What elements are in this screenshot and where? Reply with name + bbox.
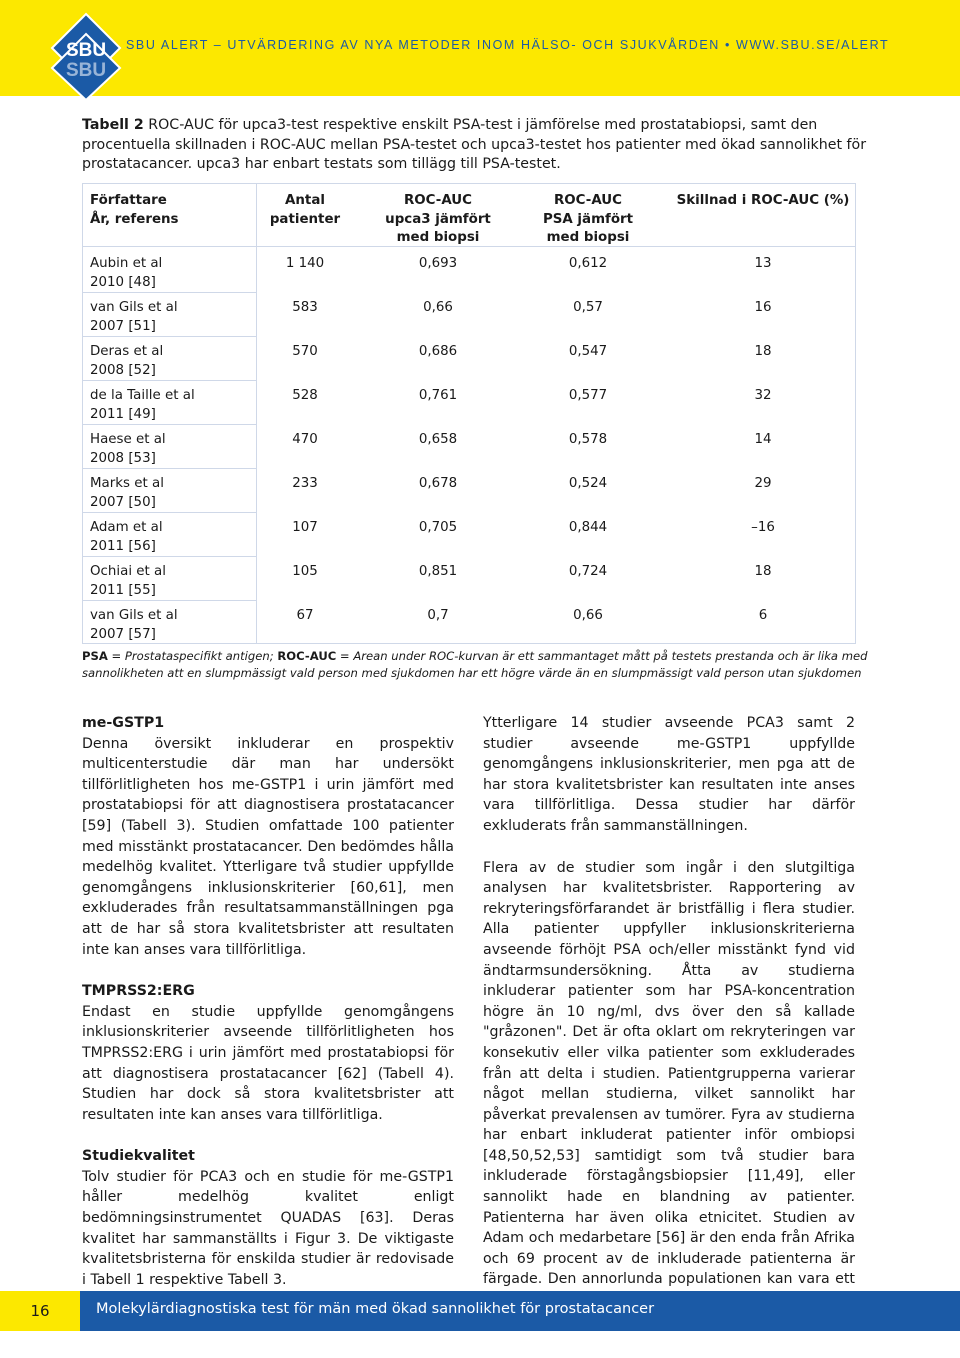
cell-author: van Gils et al 2007 [57] [90,608,178,642]
cell-diff: 29 [754,476,772,491]
left-column [82,713,454,1311]
cell-upca3: 0,66 [423,300,453,315]
row-divider [83,468,256,469]
right-paragraph-1: Ytterligare 14 studier avseende PCA3 samt 2 studier avseende me-GSTP1 uppfyllde genomgångens inklusionskriterier, men pga att de har stora kvalitetsbrister kan resultaten inte anses vara tillförlitliga. Dessa studier har därför exkluderats från sammanställningen. [483,715,855,834]
row-divider [83,600,256,601]
table-row [83,472,855,516]
row-divider [83,424,256,425]
caption-text: ROC-AUC för upca3-test respektive enskilt PSA-test i jämförelse med prostatabiopsi, samt den procentuella skillnaden i ROC-AUC mellan PSA-testet och upca3-testet hos patienter med ökad sannolikhet för prostatacancer. upca3 har enbart testats som tillägg till PSA-testet. [82,117,867,173]
row-divider [83,556,256,557]
cell-patients: 67 [296,608,314,623]
table-row [83,560,855,604]
footnote-psa-def: = Prostataspecifikt antigen; [107,649,278,663]
section-title-quality: Studiekvalitet [82,1148,195,1165]
page-footer [0,1291,960,1331]
footnote-roc-abbr: ROC-AUC [277,649,337,663]
table-row [83,428,855,472]
cell-diff: 18 [754,344,772,359]
section-title-me-gstp1: me-GSTP1 [82,715,165,731]
cell-patients: 583 [292,300,318,315]
page-number: 16 [0,1291,80,1331]
header-banner [0,0,960,96]
cell-patients: 470 [292,432,318,447]
cell-author: de la Taille et al 2011 [49] [90,388,195,422]
section-text-tmprss2: Endast en studie uppfyllde genomgångens inklusionskriterier avseende tillförlitligheten hos TMPRSS2:ERG i urin jämfört med prostatabiopsi för att diagnostisera prostatacancer [62] (Tabell 4). Studien har dock så stora kvalitetsbrister att resultaten inte kan anses vara tillförlitliga. [82,1003,454,1123]
table-row [83,340,855,384]
cell-upca3: 0,705 [418,520,458,535]
cell-author: Aubin et al 2010 [48] [90,256,163,290]
table-row [83,384,855,428]
footnote-roc-def: = Arean under ROC-kurvan är ett sammantaget mått på testets prestanda och är lika med sannolikheten att en slumpmässigt vald person med sjukdomen har ett högre värde än en slumpmässigt vald person utan sjukdomen [82,649,868,680]
header-author: Författare År, referens [90,193,179,227]
cell-diff: 16 [754,300,772,315]
cell-psa: 0,66 [573,608,603,623]
section-text-quality: Tolv studier för PCA3 och en studie för me-GSTP1 håller medelhög kvalitet enligt bedömningsinstrumentet QUADAS [63]. Deras kvalitet har sammanställts i Figur 3. De viktigaste kvalitetsbristerna för enskilda studier är redovisade i Tabell 1 respektive Tabell 3. [82,1168,454,1288]
right-paragraph-2: Flera av de studier som ingår i den slutgiltiga analysen har kvalitetsbrister. Rapportering av rekryteringsförfarandet är bristfällig i flera studier. Alla patienter uppfyller inklusionskriterierna avseende förhöjt PSA och/eller misstänkt fynd vid ändtarmsundersökning. Åtta av studierna inkluderar patienter som har PSA-koncentration högre än 10 ng/ml, dvs över den så kallade "gråzonen". Det är ofta oklart om rekryteringen var konsekutiv eller vilka patienter som exkluderades från att delta i studien. Patientgrupperna varierar något mellan studierna, vilket sannolikt har påverkat prevalensen av tumörer. Fyra av studierna har enbart inkluderat patienter inför ombiopsi [48,50,52,53] samtidigt som två studier bara inkluderade förstagångsbiopsier [11,49], eller sannolikt hade en blandning av patienter. Patienterna har även olika etnicitet. Studien av Adam och medarbetare [56] är den enda från Afrika och 69 procent av de inkluderade patienterna är färgade. Den annorlunda populationen kan vara ett [483,859,855,1288]
results-table [82,183,856,644]
header-patients: Antal patienter [269,193,341,227]
cell-upca3: 0,678 [418,476,458,491]
cell-author: van Gils et al 2007 [51] [90,300,178,334]
cell-diff: 6 [758,608,768,623]
cell-patients: 1 140 [285,256,325,271]
footnote-psa-abbr: PSA [82,649,108,663]
banner-title[interactable]: SBU ALERT – UTVÄRDERING AV NYA METODER INOM HÄLSO- OCH SJUKVÅRDEN • WWW.SBU.SE/ALERT [126,38,890,52]
row-divider [83,380,256,381]
table-row [83,252,855,296]
footer-title: Molekylärdiagnostiska test för män med ökad sannolikhet för prostatacancer [96,1301,655,1317]
cell-patients: 528 [292,388,318,403]
right-column [483,713,855,1352]
cell-patients: 233 [292,476,318,491]
cell-psa: 0,547 [568,344,608,359]
cell-diff: 14 [754,432,772,447]
table-row [83,516,855,560]
svg-text:SBU: SBU [65,40,107,61]
cell-psa: 0,578 [568,432,608,447]
cell-upca3: 0,658 [418,432,458,447]
row-divider [83,336,256,337]
cell-upca3: 0,686 [418,344,458,359]
cell-upca3: 0,693 [418,256,458,271]
table-caption [82,116,882,175]
table-footnote [82,648,882,682]
cell-patients: 105 [292,564,318,579]
section-title-tmprss2: TMPRSS2:ERG [82,983,195,1000]
cell-author: Haese et al 2008 [53] [90,432,166,466]
header-diff: Skillnad i ROC-AUC (%) [676,193,850,208]
table-row [83,296,855,340]
cell-patients: 570 [292,344,318,359]
caption-label: Tabell 2 [82,117,144,133]
cell-upca3: 0,761 [418,388,458,403]
cell-diff: 13 [754,256,772,271]
cell-psa: 0,844 [568,520,608,535]
cell-diff: –16 [751,520,775,535]
cell-psa: 0,57 [573,300,603,315]
cell-author: Adam et al 2011 [56] [90,520,163,554]
cell-upca3: 0,7 [427,608,449,623]
header-upca3: ROC-AUC upca3 jämfört med biopsi [385,193,491,245]
cell-author: Deras et al 2008 [52] [90,344,164,378]
svg-text:SBU: SBU [65,60,107,81]
table-row [83,604,855,648]
cell-upca3: 0,851 [418,564,458,579]
cell-author: Marks et al 2007 [50] [90,476,164,510]
cell-diff: 18 [754,564,772,579]
section-text-me-gstp1: Denna översikt inkluderar en prospektiv multicenterstudie där man har undersökt tillförlitligheten hos me-GSTP1 i urin jämfört med prostatabiopsi för att diagnostisera prostatacancer [59] (Tabell 3). Studien omfattade 100 patienter med misstänkt prostatacancer. Den bedömdes hålla medelhög kvalitet. Ytterligare två studier uppfyllde genomgångens inklusionskriterier [60,61], men exkluderades från resultatsammanställningen pga att de har så stora kvalitetsbrister att resultaten inte kan anses vara tillförlitliga. [82,735,454,958]
row-divider [83,512,256,513]
cell-patients: 107 [292,520,318,535]
cell-diff: 32 [754,388,772,403]
sbu-logo-icon [50,12,122,102]
row-divider [83,292,256,293]
cell-psa: 0,612 [568,256,608,271]
cell-psa: 0,577 [568,388,608,403]
cell-author: Ochiai et al 2011 [55] [90,564,166,598]
cell-psa: 0,724 [568,564,608,579]
header-psa: ROC-AUC PSA jämfört med biopsi [542,193,634,245]
cell-psa: 0,524 [568,476,608,491]
